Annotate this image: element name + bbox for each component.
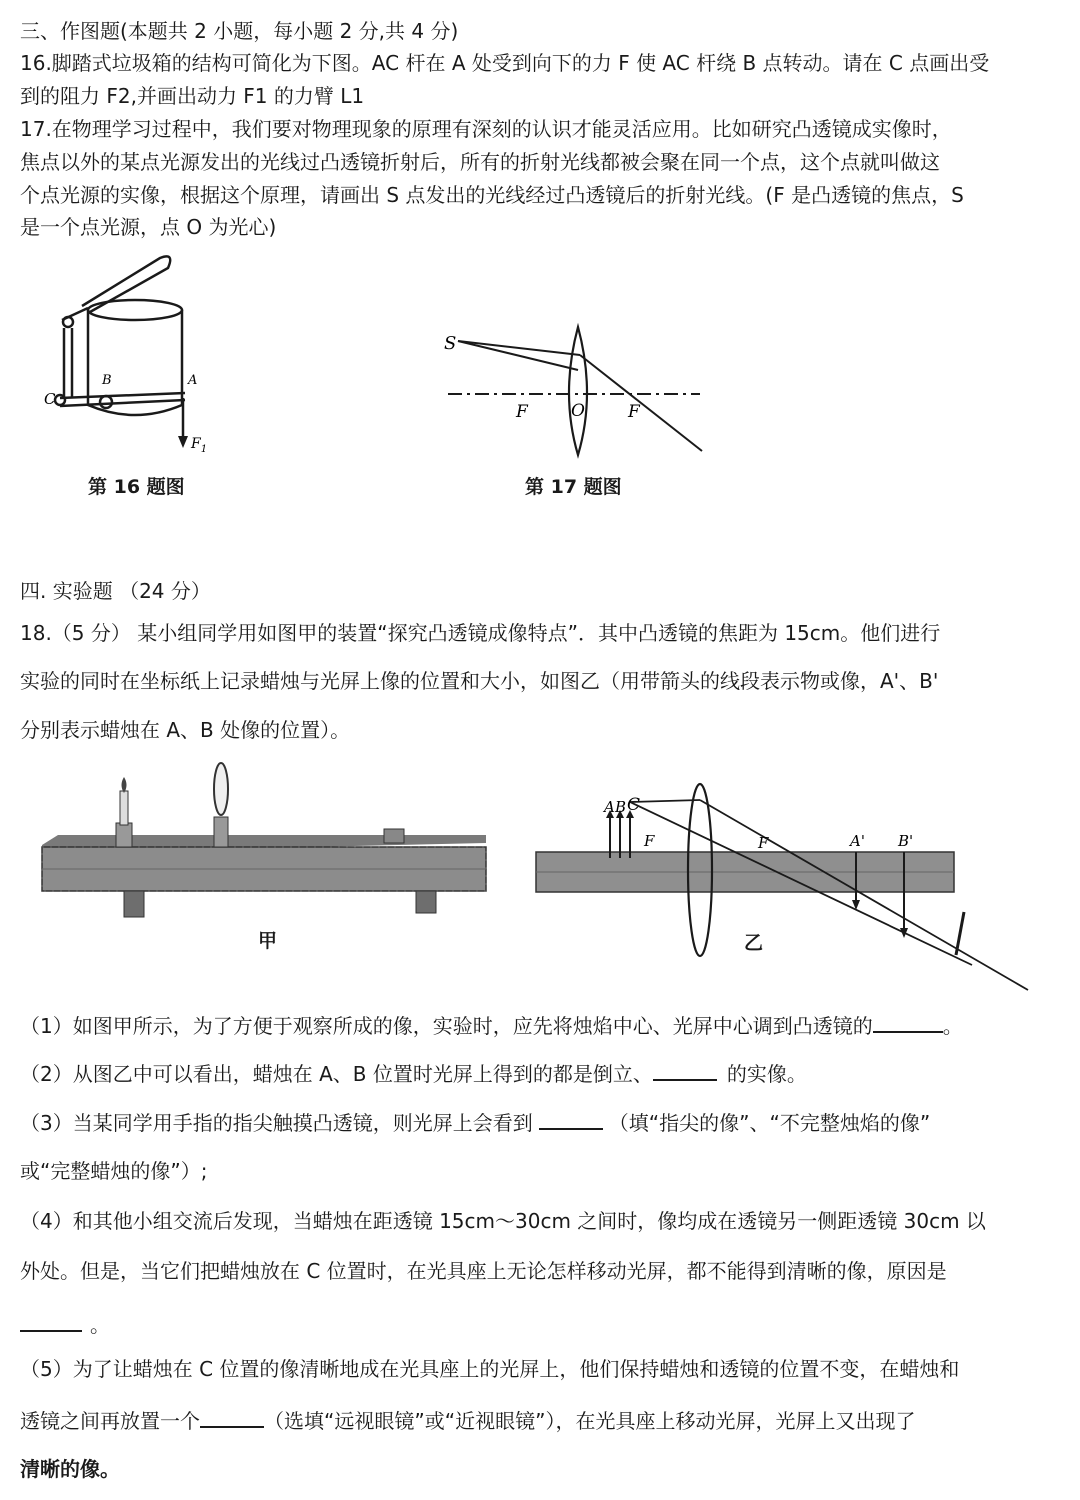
fig17-label-F-left: F [516, 402, 528, 422]
q18-sub1 [20, 1011, 963, 1039]
q16-line-1: 16.脚踏式垃圾箱的结构可简化为下图。AC 杆在 A 处受到向下的力 F 使 AC 杆绕 B 点转动。请在 C 点画出受 [20, 51, 990, 75]
fig-yi-label-A-image: A' [850, 832, 865, 850]
q18-sub4-line2: 外处。但是，当它们把蜡烛放在 C 位置时，在光具座上无论怎样移动光屏，都不能得到清晰的像，原因是 [20, 1259, 947, 1283]
fig17-label-S: S [444, 333, 457, 354]
fig16-trash-can [40, 250, 240, 470]
fig16-label-F1: $F_1$ [191, 436, 208, 455]
q18-sub3-text: （3）当某同学用手指的指尖触摸凸透镜，则光屏上会看到 [20, 1111, 533, 1135]
q16-line-2: 到的阻力 F2,并画出动力 F1 的力臂 L1 [20, 84, 365, 108]
q17-line-3: 个点光源的实像，根据这个原理，请画出 S 点发出的光线经过凸透镜后的折射光线。(F 是凸透镜的焦点，S [20, 183, 964, 207]
q18-sub4-line1: （4）和其他小组交流后发现，当蜡烛在距透镜 15cm～30cm 之间时，像均成在透镜另一侧距透镜 30cm 以 [20, 1209, 986, 1233]
q18-sub2-text: （2）从图乙中可以看出，蜡烛在 A、B 位置时光屏上得到的都是倒立、 [20, 1062, 653, 1086]
q18-sub5-line2-start: 透镜之间再放置一个 [20, 1409, 200, 1433]
fig17-label-O: O [571, 401, 585, 421]
q17-line-4: 是一个点光源，点 O 为光心) [20, 215, 277, 239]
q18-sub1-text: （1）如图甲所示，为了方便于观察所成的像，实验时，应先将烛焰中心、光屏中心调到凸透镜的 [20, 1014, 873, 1038]
fig16-label-B: B [102, 373, 112, 388]
q18-sub5-line2 [20, 1406, 915, 1434]
fig-yi-label-A: A [604, 798, 615, 816]
fig-yi-label-F-left: F [644, 832, 655, 850]
fig-yi-label-F-right: F [758, 834, 769, 852]
q18-sub4-end: 。 [90, 1313, 110, 1337]
q18-sub1-answer-blank[interactable] [873, 1011, 943, 1033]
fig-yi-label-B-image: B' [898, 832, 914, 850]
fig-yi-ray-diagram [532, 770, 1032, 995]
fig16-label-C: C [44, 390, 56, 408]
q18-sub3 [20, 1108, 930, 1136]
q18-sub5-answer-blank[interactable] [200, 1406, 264, 1428]
q18-sub2-answer-blank[interactable] [653, 1059, 717, 1081]
section3-title: 三、作图题(本题共 2 小题，每小题 2 分,共 4 分) [20, 19, 459, 43]
q18-line-2: 实验的同时在坐标纸上记录蜡烛与光屏上像的位置和大小，如图乙（用带箭头的线段表示物或像，A'、B' [20, 669, 939, 693]
fig17-caption: 第 17 题图 [525, 476, 622, 498]
q18-sub5-line1: （5）为了让蜡烛在 C 位置的像清晰地成在光具座上的光屏上，他们保持蜡烛和透镜的位置不变，在蜡烛和 [20, 1357, 960, 1381]
fig-yi-caption: 乙 [744, 932, 764, 954]
fig-yi-label-C: C [627, 795, 641, 815]
q18-sub2 [20, 1059, 807, 1087]
q18-sub2-end: 的实像。 [726, 1062, 807, 1086]
q18-sub1-end: 。 [942, 1014, 963, 1038]
q18-line-1: 18.（5 分） 某小组同学用如图甲的装置“探究凸透镜成像特点”．其中凸透镜的焦距为 15cm。他们进行 [20, 621, 941, 645]
section4-title: 四. 实验题 （24 分） [20, 579, 211, 603]
fig16-label-A: A [188, 373, 198, 388]
q18-sub4-answer-blank[interactable] [20, 1310, 82, 1332]
fig16-caption: 第 16 题图 [88, 476, 185, 498]
q18-sub5-line2-end: （选填“远视眼镜”或“近视眼镜”），在光具座上移动光屏，光屏上又出现了 [264, 1409, 916, 1433]
fig-jia-optical-bench [38, 755, 498, 925]
q18-sub4-line3 [20, 1310, 110, 1338]
fig17-label-F-right: F [628, 402, 640, 422]
q18-sub5-line3: 清晰的像。 [20, 1457, 120, 1481]
q17-line-1: 17.在物理学习过程中，我们要对物理现象的原理有深刻的认识才能灵活应用。比如研究凸透镜成实像时， [20, 117, 952, 141]
q18-sub3-answer-blank[interactable] [539, 1108, 603, 1130]
fig-yi-label-B: B [615, 798, 627, 816]
fig-jia-caption: 甲 [258, 930, 278, 952]
q18-line-3: 分别表示蜡烛在 A、B 处像的位置）。 [20, 718, 351, 742]
q17-line-2: 焦点以外的某点光源发出的光线过凸透镜折射后，所有的折射光线都被会聚在同一个点，这个点就叫做这 [20, 150, 940, 174]
fig17-lens-diagram [430, 315, 720, 460]
q18-sub3-end: （填“指尖的像”、“不完整烛焰的像” [608, 1111, 931, 1135]
q18-sub3-line2: 或“完整蜡烛的像”）; [20, 1159, 208, 1183]
